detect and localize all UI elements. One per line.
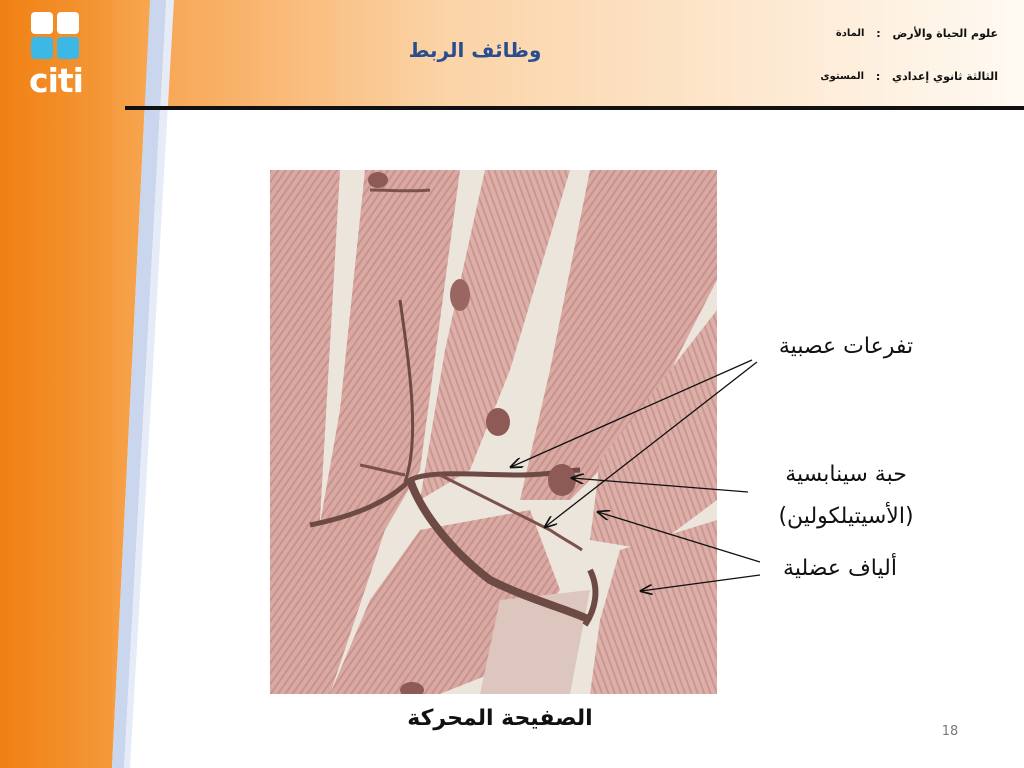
level-row [816,67,998,85]
subject-label: المادة [835,27,865,39]
subject-value: علوم الحياة والأرض [892,26,998,40]
figure-caption: الصفيحة المحركة [407,706,593,731]
subject-row [817,24,999,42]
citi-logo [28,10,84,100]
label-muscle-fibers: ألياف عضلية [783,556,897,581]
subject-separator: : [876,26,881,40]
citi-logo-icon [28,10,84,60]
label-synaptic-vesicle: حبة سينابسية [785,462,907,487]
slide-title: وظائف الربط [408,38,542,62]
citi-logo-text: citi [29,61,83,100]
level-value: الثالثة ثانوي إعدادي [892,69,998,83]
page-number: 18 [941,724,959,739]
label-acetylcholine: (الأسيتيلكولين) [778,504,914,529]
level-label: المستوى [820,70,865,82]
label-nerve-branches: تفرعات عصبية [778,334,914,359]
header-divider [125,106,1024,110]
muscle-fibers-micrograph [270,170,717,694]
level-separator: : [875,69,881,83]
